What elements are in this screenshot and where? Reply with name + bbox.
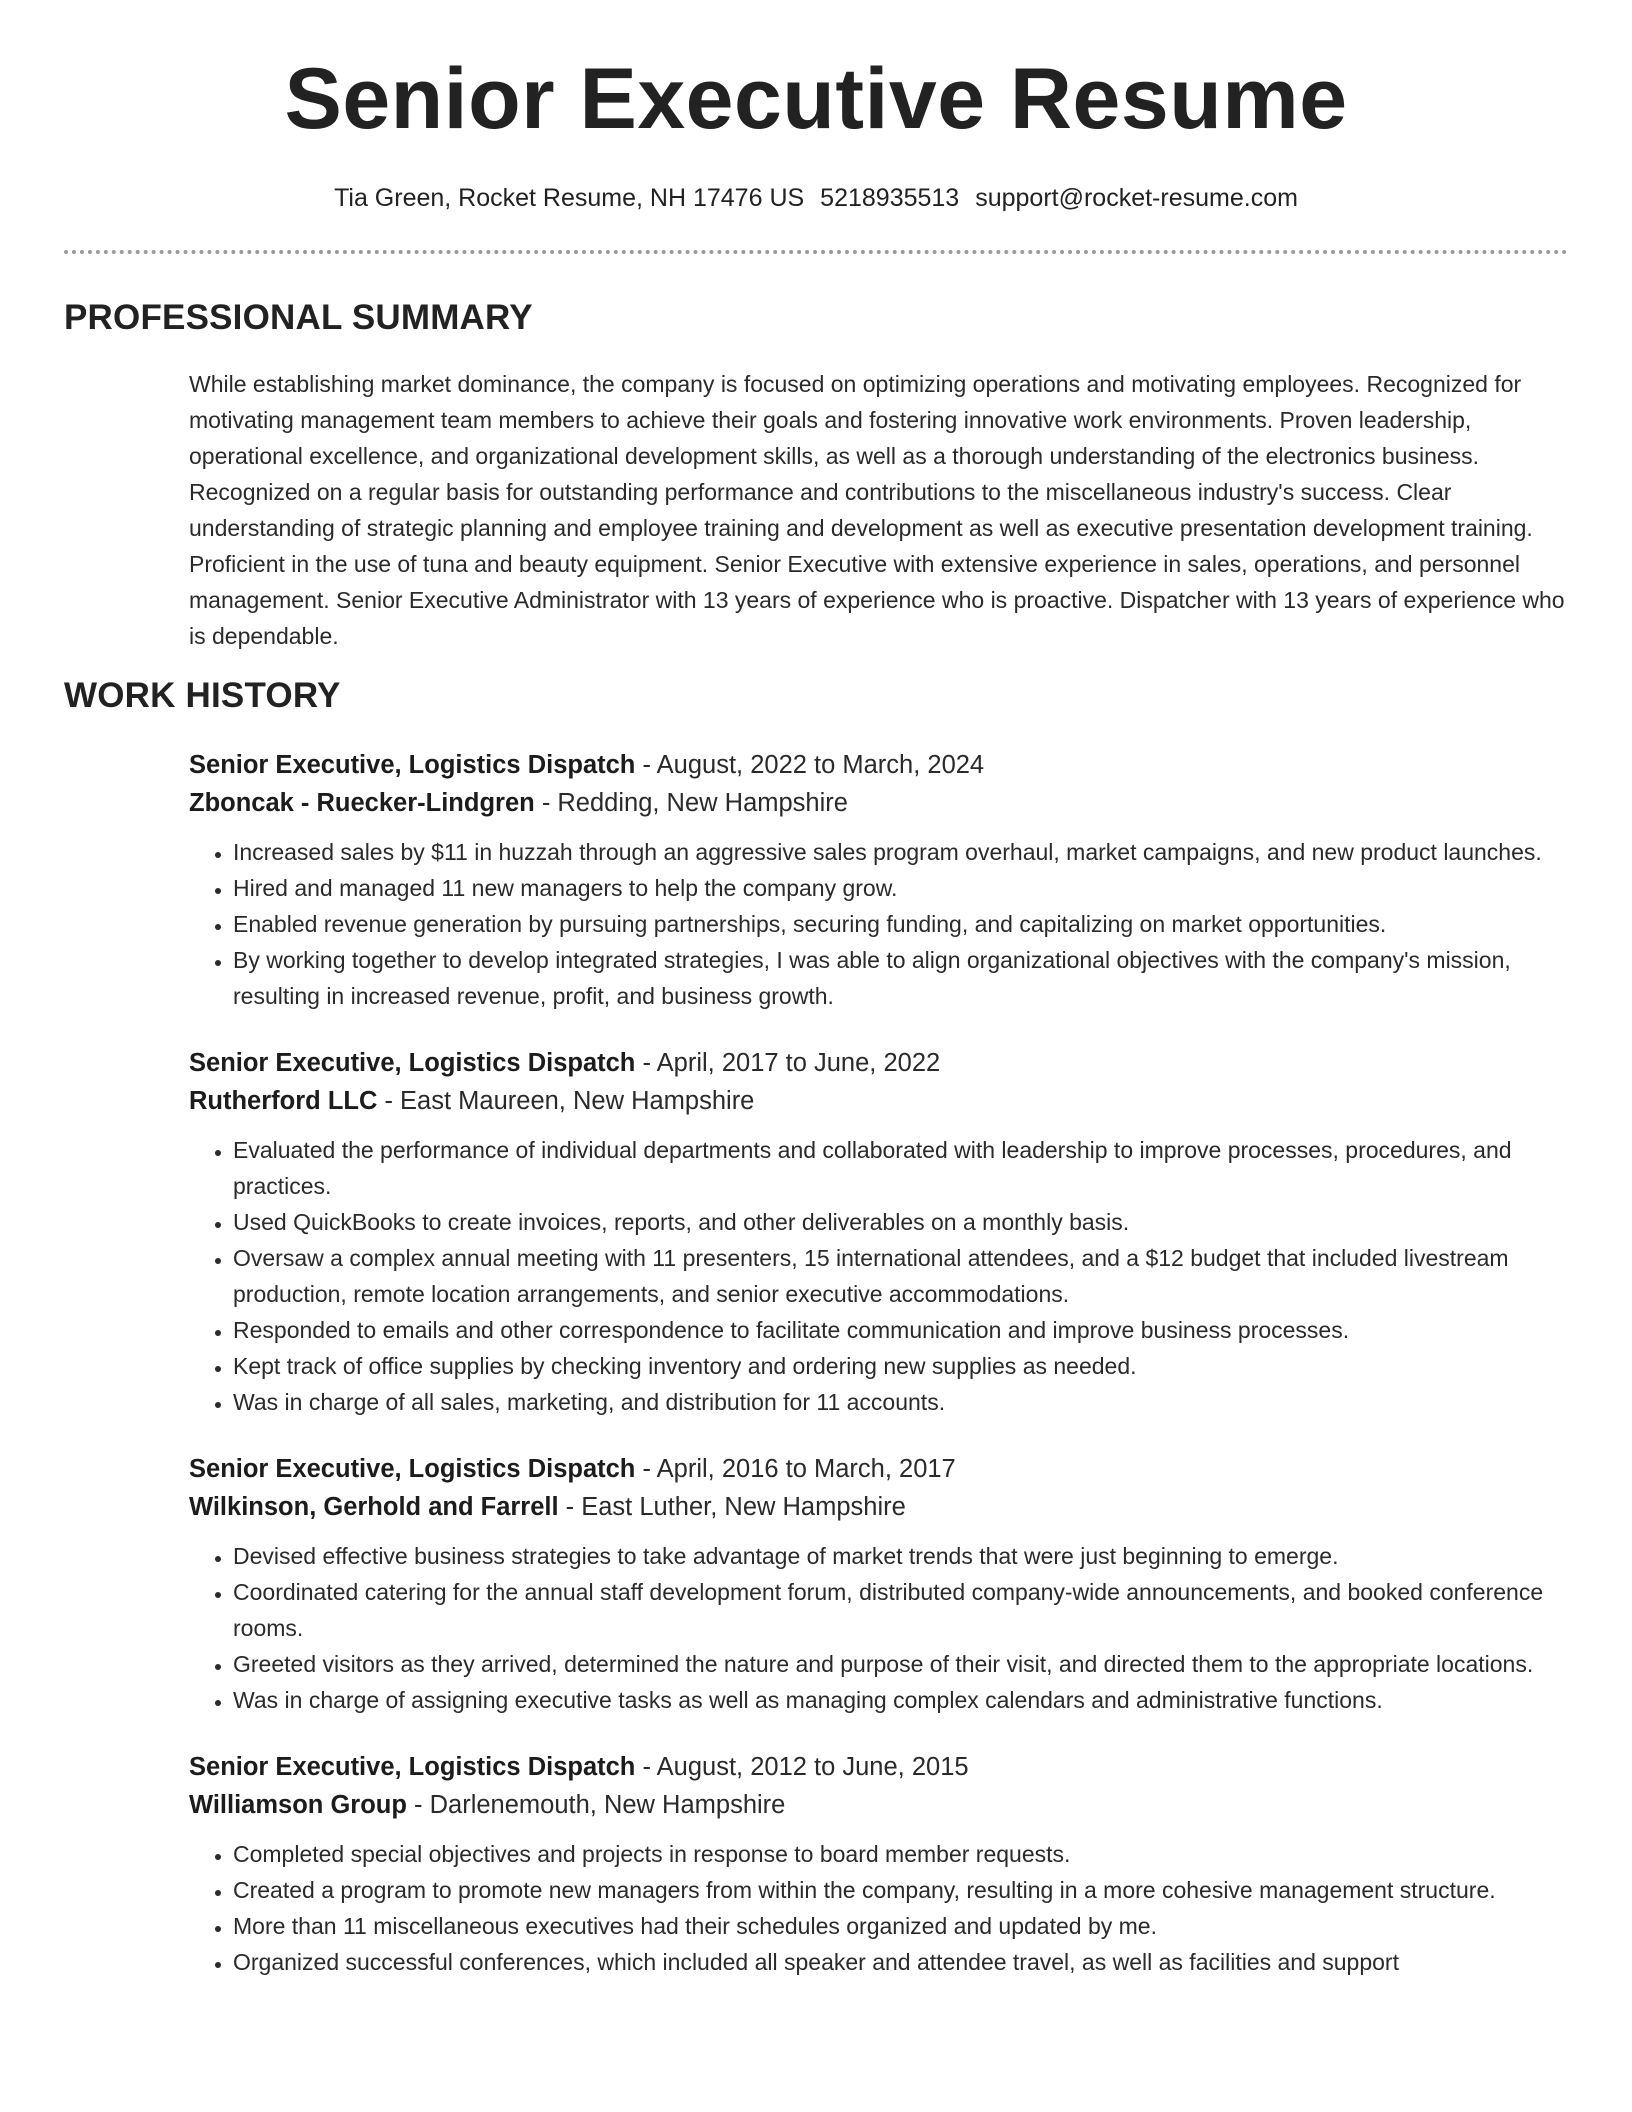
job-bullet-list <box>189 1538 1569 1718</box>
job-bullet: • Organized successful conferences, which included all speaker and attendee travel, as well as facilities and support <box>233 1944 1569 1980</box>
job-entry <box>189 1450 1569 1718</box>
resume-title: Senior Executive Resume <box>284 51 1348 147</box>
job-location: - East Maureen, New Hampshire <box>377 1087 755 1115</box>
job-bullet: • Completed special objectives and projects in response to board member requests. <box>233 1836 1569 1872</box>
job-bullet: • Used QuickBooks to create invoices, reports, and other deliverables on a monthly basis. <box>233 1204 1569 1240</box>
job-bullet: • Increased sales by $11 in huzzah through an aggressive sales program overhaul, market campaigns, and new product launches. <box>233 834 1569 870</box>
job-title-line <box>189 1044 1569 1082</box>
job-entry <box>189 1044 1569 1420</box>
job-dates: - April, 2017 to June, 2022 <box>635 1049 941 1077</box>
job-bullet-list <box>189 1132 1569 1420</box>
job-company: Williamson Group <box>189 1791 407 1819</box>
job-bullet-list <box>189 834 1569 1014</box>
job-bullet: • Greeted visitors as they arrived, determined the nature and purpose of their visit, and directed them to the appropriate locations. <box>233 1646 1569 1682</box>
job-title: Senior Executive, Logistics Dispatch <box>189 1753 636 1781</box>
job-bullet: • Devised effective business strategies to take advantage of market trends that were just beginning to emerge. <box>233 1538 1569 1574</box>
contact-phone: 5218935513 <box>820 184 960 212</box>
job-bullet-list <box>189 1836 1569 1980</box>
job-company: Zboncak - Ruecker-Lindgren <box>189 789 535 817</box>
job-bullet: • Kept track of office supplies by checking inventory and ordering new supplies as needed. <box>233 1348 1569 1384</box>
job-bullet: • Responded to emails and other correspondence to facilitate communication and improve business processes. <box>233 1312 1569 1348</box>
job-title-line <box>189 746 1569 784</box>
job-company-line <box>189 784 1569 822</box>
job-title: Senior Executive, Logistics Dispatch <box>189 1455 636 1483</box>
job-bullet: • Hired and managed 11 new managers to help the company grow. <box>233 870 1569 906</box>
job-bullet: • By working together to develop integrated strategies, I was able to align organizational objectives with the company's mission, resulting in increased revenue, profit, and business growth. <box>233 942 1569 1014</box>
job-company-line <box>189 1488 1569 1526</box>
job-title-line <box>189 1748 1569 1786</box>
work-history-list <box>189 746 1569 2010</box>
header-divider <box>64 250 1568 254</box>
job-entry <box>189 746 1569 1014</box>
job-location: - East Luther, New Hampshire <box>558 1493 906 1521</box>
job-company-line <box>189 1786 1569 1824</box>
job-dates: - April, 2016 to March, 2017 <box>635 1455 956 1483</box>
job-location: - Redding, New Hampshire <box>534 789 848 817</box>
contact-line <box>0 181 1632 215</box>
job-bullet: • Evaluated the performance of individual departments and collaborated with leadership to improve processes, procedures, and practices. <box>233 1132 1569 1204</box>
summary-heading: PROFESSIONAL SUMMARY <box>64 298 533 337</box>
job-location: - Darlenemouth, New Hampshire <box>406 1791 786 1819</box>
contact-address: Tia Green, Rocket Resume, NH 17476 US <box>334 184 805 212</box>
job-title: Senior Executive, Logistics Dispatch <box>189 1049 636 1077</box>
contact-email: support@rocket-resume.com <box>975 184 1298 212</box>
job-title-line <box>189 1450 1569 1488</box>
job-dates: - August, 2012 to June, 2015 <box>635 1753 969 1781</box>
job-company: Rutherford LLC <box>189 1087 378 1115</box>
job-bullet: • Was in charge of assigning executive tasks as well as managing complex calendars and administrative functions. <box>233 1682 1569 1718</box>
job-title: Senior Executive, Logistics Dispatch <box>189 751 636 779</box>
job-bullet: • Enabled revenue generation by pursuing partnerships, securing funding, and capitalizing on market opportunities. <box>233 906 1569 942</box>
job-company: Wilkinson, Gerhold and Farrell <box>189 1493 559 1521</box>
job-bullet: • More than 11 miscellaneous executives had their schedules organized and updated by me. <box>233 1908 1569 1944</box>
job-bullet: • Coordinated catering for the annual staff development forum, distributed company-wide announcements, and booked conference rooms. <box>233 1574 1569 1646</box>
summary-text: While establishing market dominance, the company is focused on optimizing operations and motivating employees. Recognized for motivating management team members to achieve their goals and fostering innovative work environments. Proven leadership, operational excellence, and organizational development skills, as well as a thorough understanding of the electronics business. Recognized on a regular basis for outstanding performance and contributions to the miscellaneous industry's success. Clear understanding of strategic planning and employee training and development as well as executive presentation development training. Proficient in the use of tuna and beauty equipment. Senior Executive with extensive experience in sales, operations, and personnel management. Senior Executive Administrator with 13 years of experience who is proactive. Dispatcher with 13 years of experience who is dependable. <box>189 371 1565 649</box>
work-history-heading: WORK HISTORY <box>64 676 341 715</box>
job-bullet: • Was in charge of all sales, marketing, and distribution for 11 accounts. <box>233 1384 1569 1420</box>
job-bullet: • Created a program to promote new managers from within the company, resulting in a more cohesive management structure. <box>233 1872 1569 1908</box>
job-dates: - August, 2022 to March, 2024 <box>635 751 985 779</box>
job-bullet: • Oversaw a complex annual meeting with 11 presenters, 15 international attendees, and a $12 budget that included livestream production, remote location arrangements, and senior executive accommodations. <box>233 1240 1569 1312</box>
job-company-line <box>189 1082 1569 1120</box>
job-entry <box>189 1748 1569 1980</box>
